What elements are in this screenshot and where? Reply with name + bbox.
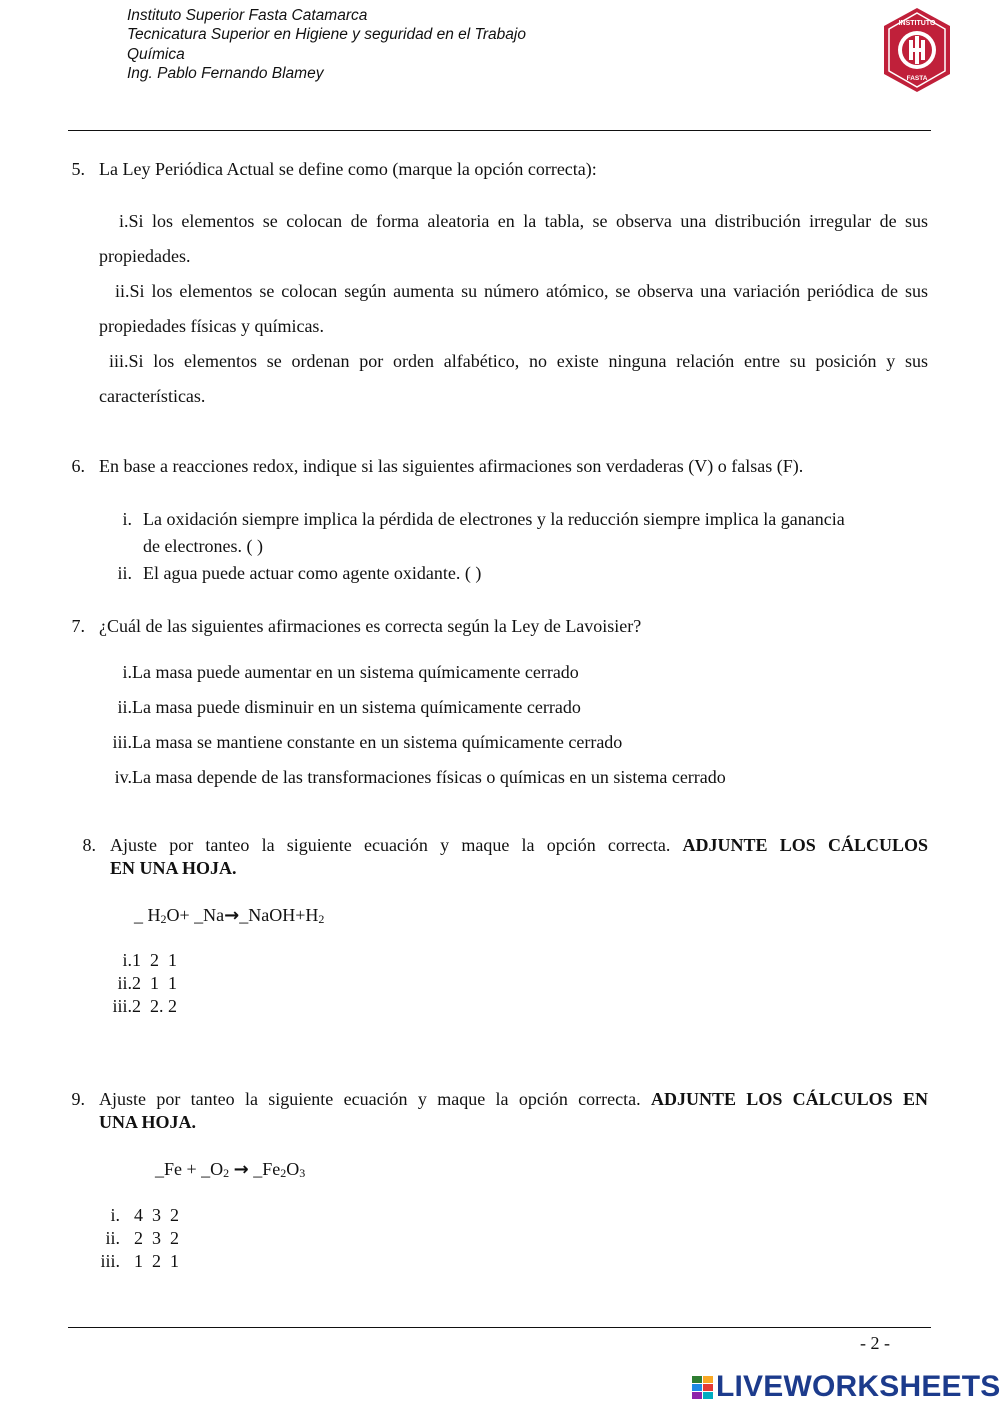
q8-eq-part3: _NaOH+H <box>239 905 319 925</box>
q7-text: ¿Cuál de las siguientes afirmaciones es correcta según la Ley de Lavoisier? <box>99 616 642 636</box>
q7-option-i-label: i. <box>122 662 132 682</box>
q8-option-ii-text: 2 1 1 <box>132 973 177 993</box>
q5-text: La Ley Periódica Actual se define como (marque la opción correcta): <box>99 159 597 179</box>
q6-option-i-label: i. <box>122 509 132 529</box>
q7-option-ii-label: ii. <box>117 697 132 717</box>
q9-text-bold2: UNA HOJA. <box>99 1112 197 1132</box>
q9-option-ii-label: ii. <box>105 1228 120 1248</box>
q7-option-i <box>98 660 579 684</box>
header-divider <box>68 130 931 131</box>
q9-text-main: Ajuste por tanteo la siguiente ecuación y maque la opción correcta. <box>99 1089 641 1109</box>
q9-eq-part1: _Fe + _O <box>155 1159 224 1179</box>
q8-option-iii-label: iii. <box>112 996 132 1016</box>
q8-option-iii-text: 2 2. 2 <box>132 996 177 1016</box>
q5-number: 5. <box>71 159 85 179</box>
subject-name: Química <box>127 45 185 63</box>
q8-eq-part2: O+ _Na <box>166 905 225 925</box>
q5-option-i-label: i. <box>119 211 129 231</box>
q7-number: 7. <box>71 616 85 636</box>
q9-number: 9. <box>71 1089 85 1109</box>
q9-option-ii-text: 2 3 2 <box>134 1228 179 1248</box>
svg-text:INSTITUTO: INSTITUTO <box>898 20 936 27</box>
q6-option-ii-line1: El agua puede actuar como agente oxidante. ( ) <box>143 563 482 583</box>
q8-number: 8. <box>82 835 96 855</box>
q9-eq-sub2: 2 <box>280 1166 287 1180</box>
q8-option-i <box>98 949 177 972</box>
q9-eq-sub3: 3 <box>299 1166 306 1180</box>
q6-text: En base a reacciones redox, indique si las siguientes afirmaciones son verdaderas (V) o falsas (F). <box>99 456 804 476</box>
q9-option-iii <box>88 1250 179 1273</box>
q7-option-ii-text: La masa puede disminuir en un sistema químicamente cerrado <box>132 697 581 717</box>
q5-option-iii-label: iii. <box>109 351 129 371</box>
program-name: Tecnicatura Superior en Higiene y seguridad en el Trabajo <box>127 26 526 44</box>
q8-option-ii-label: ii. <box>117 973 132 993</box>
q7-option-i-text: La masa puede aumentar en un sistema químicamente cerrado <box>132 662 579 682</box>
q7-option-iii-label: iii. <box>112 732 132 752</box>
q5-option-iii-text: Si los elementos se ordenan por orden alfabético, no existe ninguna relación entre su posición y sus características. <box>99 351 928 406</box>
teacher-name: Ing. Pablo Fernando Blamey <box>127 64 324 82</box>
header-block <box>127 6 526 83</box>
q8-text-main: Ajuste por tanteo la siguiente ecuación y maque la opción correcta. <box>110 835 671 855</box>
q9-eq-sub1: 2 <box>223 1166 230 1180</box>
q8-text <box>110 833 928 857</box>
q9-option-i-text: 4 3 2 <box>134 1205 179 1225</box>
liveworksheets-logo-icon <box>692 1376 714 1400</box>
q9-option-ii <box>88 1227 179 1250</box>
q9-arrow-icon: → <box>233 1159 249 1180</box>
q7-option-iii <box>98 730 622 754</box>
q8-eq-sub2: 2 <box>318 912 325 926</box>
q9-text <box>99 1087 928 1111</box>
q5-option-iii <box>99 344 928 414</box>
q8-eq-sub1: 2 <box>160 912 167 926</box>
q7-option-iv-label: iv. <box>114 767 132 787</box>
q9-option-iii-text: 1 2 1 <box>134 1251 179 1271</box>
q5-option-i-text: Si los elementos se colocan de forma aleatoria en la tabla, se observa una distribución irregular de sus propiedades. <box>99 211 928 266</box>
footer-divider <box>68 1327 931 1328</box>
q7-option-iii-text: La masa se mantiene constante en un sistema químicamente cerrado <box>132 732 623 752</box>
q6-number: 6. <box>71 456 85 476</box>
q8-text-bold: ADJUNTE LOS CÁLCULOS <box>682 835 928 855</box>
q9-option-iii-label: iii. <box>100 1251 120 1271</box>
q7-option-ii <box>98 695 581 719</box>
q8-option-ii <box>98 972 177 995</box>
q6-option-ii-label: ii. <box>117 563 132 583</box>
q7-option-iv-text: La masa depende de las transformaciones físicas o químicas en un sistema cerrado <box>132 767 726 787</box>
page-number: - 2 - <box>860 1333 890 1353</box>
q5-option-ii-label: ii. <box>115 281 130 301</box>
q9-option-i <box>88 1204 179 1227</box>
q6-option-i-line1: La oxidación siempre implica la pérdida de electrones y la reducción siempre implica la ganancia <box>143 509 845 529</box>
q9-text-bold: ADJUNTE LOS CÁLCULOS EN <box>650 1089 929 1109</box>
q8-eq-part1: _ H <box>134 905 161 925</box>
institute-seal-logo <box>878 6 956 94</box>
q9-equation <box>155 1157 305 1185</box>
q8-arrow-icon: → <box>224 905 240 926</box>
liveworksheets-brand[interactable]: LIVEWORKSHEETS <box>716 1370 1000 1403</box>
institute-name: Instituto Superior Fasta Catamarca <box>127 7 368 24</box>
q5-option-ii <box>99 274 928 344</box>
q5-option-ii-text: Si los elementos se colocan según aumenta su número atómico, se observa una variación periódica de sus propiedades físicas y químicas. <box>99 281 928 336</box>
svg-text:FASTA: FASTA <box>906 75 928 82</box>
q8-equation <box>134 903 324 931</box>
q9-option-i-label: i. <box>110 1205 120 1225</box>
q9-eq-part2: _Fe <box>253 1159 281 1179</box>
q8-text-bold2: EN UNA HOJA. <box>110 858 237 878</box>
q8-option-i-label: i. <box>122 950 132 970</box>
q7-option-iv <box>98 765 726 789</box>
q9-eq-part3: O <box>286 1159 300 1179</box>
q8-option-i-text: 1 2 1 <box>132 950 177 970</box>
q8-option-iii <box>98 995 177 1018</box>
q5-option-i <box>99 204 928 274</box>
q6-option-i-line2: de electrones. ( ) <box>143 536 263 556</box>
